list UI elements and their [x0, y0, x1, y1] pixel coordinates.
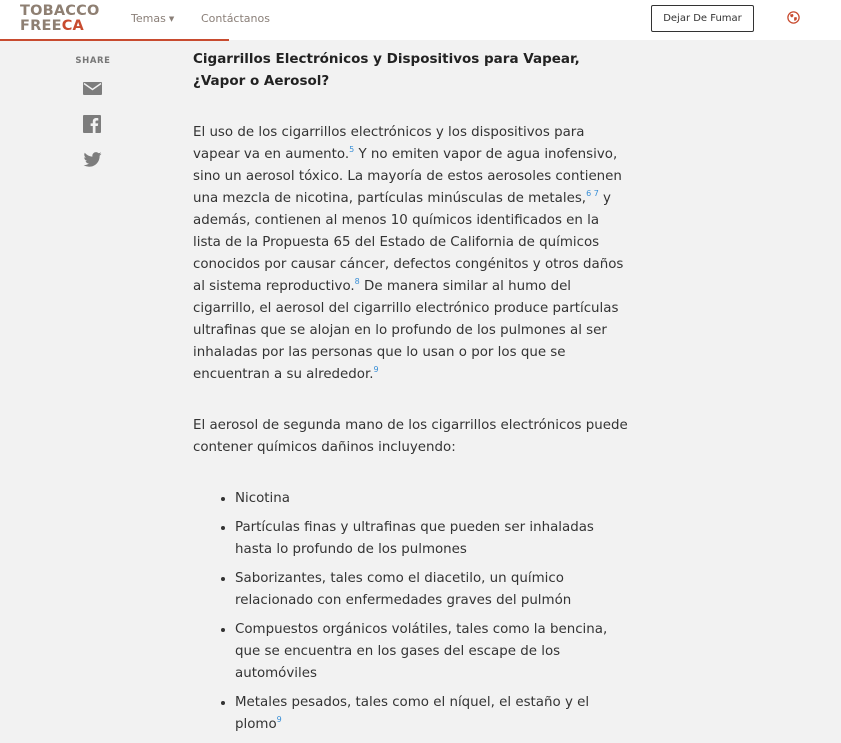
list-item-text: Metales pesados, tales como el níquel, el estaño y el plomo — [235, 695, 590, 732]
footnote-link-9[interactable]: 9 — [373, 365, 379, 374]
list-item: • Partículas finas y ultrafinas que pueden ser inhaladas hasta lo profundo de los pulmones — [235, 517, 629, 561]
list-item: • Saborizantes, tales como el diacetilo, un químico relacionado con enfermedades graves del pulmón — [235, 568, 629, 612]
p1-text-a: El uso de los cigarrillos electrónicos y los dispositivos para vapear va en aumento. — [193, 125, 585, 162]
share-label: SHARE — [75, 56, 111, 66]
article-content — [193, 48, 629, 743]
p1-text-b: Y no emiten vapor de agua inofensivo, sino un aerosol tóxico. La mayoría de estos aerosoles contienen una mezcla de nicotina, partículas minúsculas de metales, — [193, 147, 622, 206]
list-item: • Compuestos orgánicos volátiles, tales como la bencina, que se encuentra en los gases del escape de los automóviles — [235, 619, 629, 685]
harmful-chemicals-list — [193, 488, 629, 736]
email-icon[interactable] — [83, 82, 102, 95]
footnote-link-9[interactable]: 9 — [276, 715, 282, 724]
logo-line-2 — [20, 19, 100, 34]
p1-text-c: y además, contienen al menos 10 químicos identificados en la lista de la Propuesta 65 del Estado de California de químicos conocidos por causar cáncer, defectos congénitos y otros daños al sistema reproductivo. — [193, 191, 624, 294]
logo-free: FREE — [20, 18, 62, 34]
list-item — [235, 692, 629, 736]
logo-ca: CA — [61, 18, 84, 34]
article-paragraph-1 — [193, 122, 629, 386]
nav-temas-dropdown[interactable] — [131, 12, 174, 25]
twitter-icon[interactable] — [83, 152, 102, 167]
globe-icon[interactable] — [787, 11, 800, 24]
footnote-link-6-7[interactable]: 6 7 — [586, 189, 599, 198]
article-heading: Cigarrillos Electrónicos y Dispositivos para Vapear, ¿Vapor o Aerosol? — [193, 51, 580, 89]
logo-line-1: TOBACCO — [20, 3, 100, 19]
facebook-icon[interactable] — [83, 115, 101, 133]
quit-smoking-button[interactable]: Dejar De Fumar — [651, 5, 754, 32]
header-accent-line — [0, 39, 229, 41]
site-header — [0, 0, 841, 40]
nav-contact-link[interactable]: Contáctanos — [201, 12, 270, 25]
list-item: • Nicotina — [235, 488, 629, 510]
logo[interactable] — [20, 4, 100, 34]
article-paragraph-2: El aerosol de segunda mano de los cigarrillos electrónicos puede contener químicos dañinos incluyendo: — [193, 418, 628, 455]
nav-temas-label: Temas — [131, 12, 166, 25]
footnote-link-8[interactable]: 8 — [354, 277, 360, 286]
footnote-link-5[interactable]: 5 — [349, 145, 355, 154]
p1-text-d: De manera similar al humo del cigarrillo, el aerosol del cigarrillo electrónico produce partículas ultrafinas que se alojan en lo profundo de los pulmones al ser inhaladas por las personas que lo usan o por los que se encuentran a su alrededor. — [193, 279, 619, 382]
caret-down-icon: ▼ — [168, 15, 175, 23]
